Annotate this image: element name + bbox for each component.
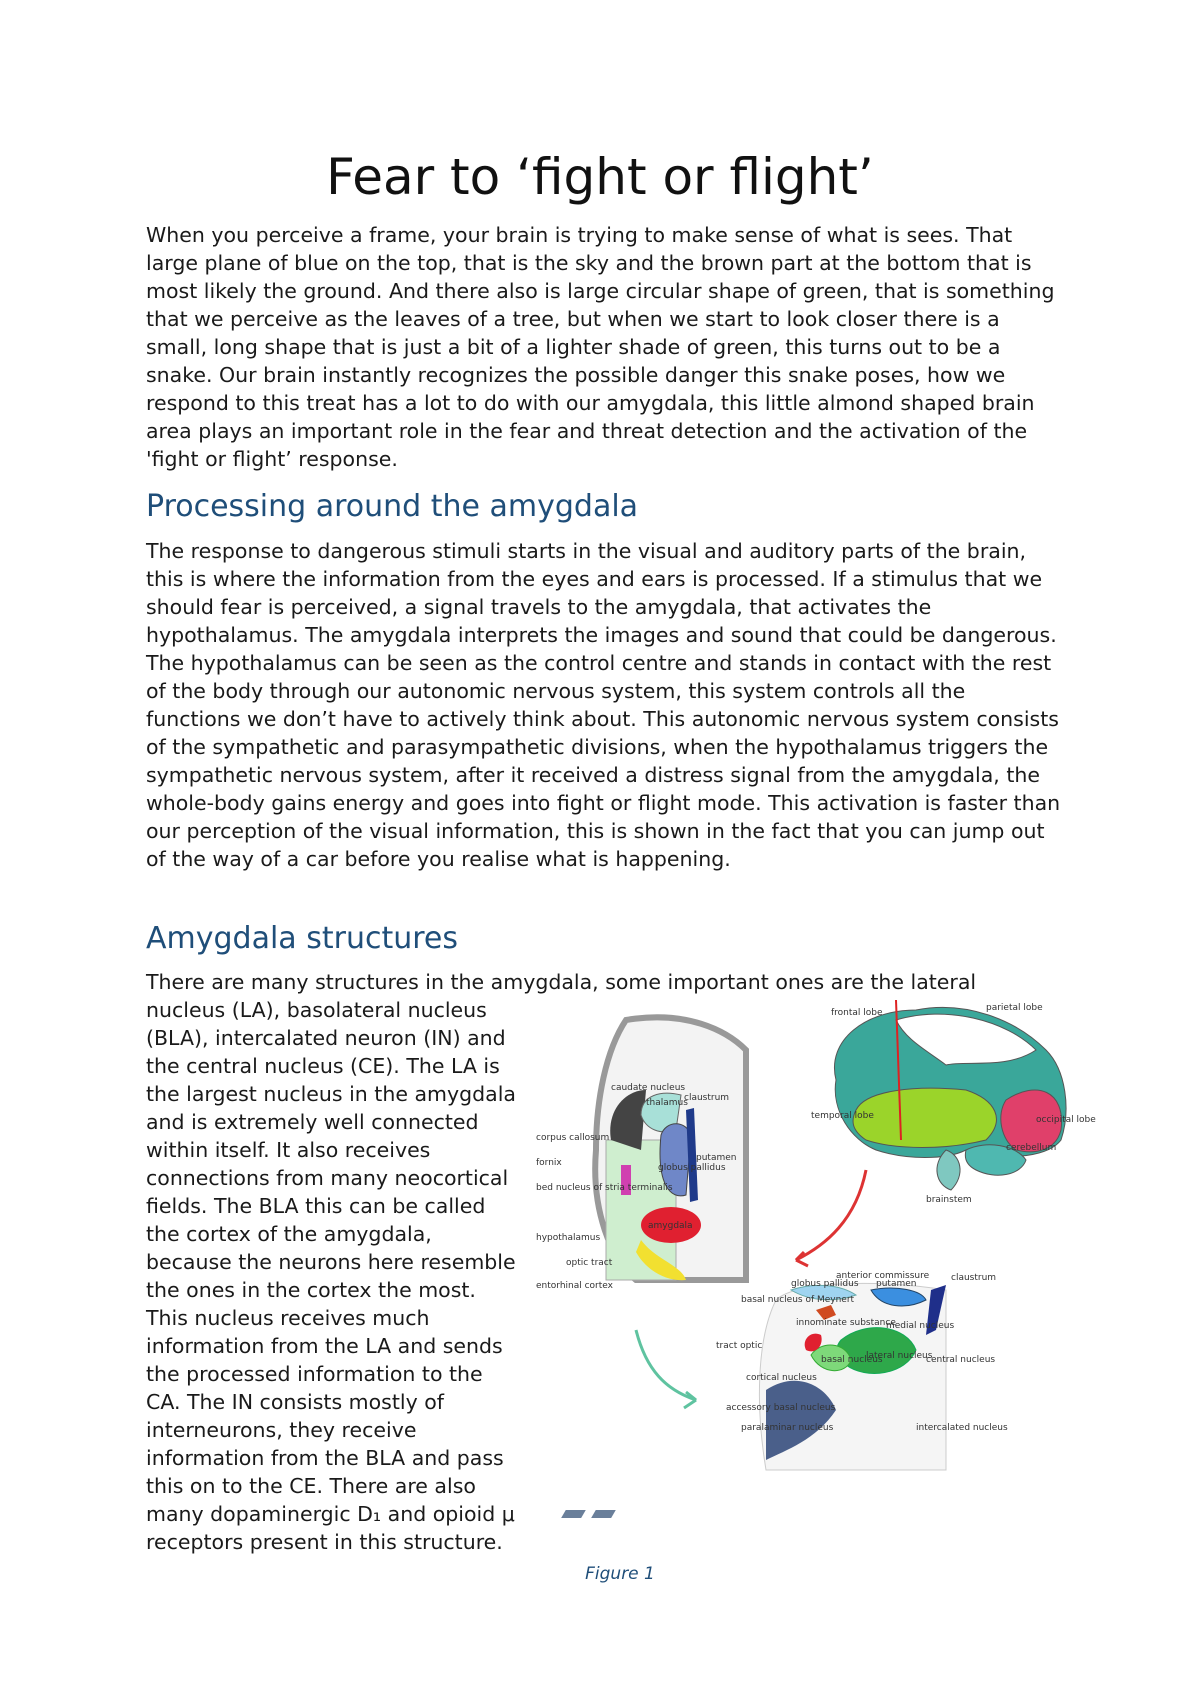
- structures-line: within itself. It also receives: [146, 1138, 431, 1162]
- structures-line: interneurons, they receive: [146, 1418, 417, 1442]
- label-innominate: innominate substance: [796, 1318, 896, 1328]
- label-fornix: fornix: [536, 1158, 562, 1168]
- label-thalamus: thalamus: [646, 1098, 688, 1108]
- label-globus-pallidus-coronal: globus pallidus: [658, 1163, 726, 1173]
- structures-paragraph: [146, 996, 566, 1556]
- label-tract-optic: tract optic: [716, 1341, 763, 1351]
- section-heading-structures: Amygdala structures: [146, 921, 458, 956]
- structures-lead-line: There are many structures in the amygdala, some important ones are the lateral: [146, 970, 977, 994]
- intro-paragraph: When you perceive a frame, your brain is trying to make sense of what is sees. That large plane of blue on the top, that is the sky and the brown part at the bottom that is most likely the ground. And there also is large circular shape of green, that is something that we perceive as the leaves of a tree, but when we start to look closer there is a small, long shape that is just a bit of a lighter shade of green, this turns out to be a snake. Our brain instantly recognizes the possible danger this snake poses, how we respond to this treat has a lot to do with our amygdala, this little almond shaped brain area plays an important role in the fear and threat detection and the activation of the 'fight or flight’ response.: [146, 223, 1055, 471]
- label-putamen-coronal: putamen: [696, 1153, 737, 1163]
- structures-line: nucleus (LA), basolateral nucleus: [146, 998, 487, 1022]
- document-title: Fear to ‘fight or flight’: [326, 148, 874, 206]
- label-cortical-nucleus: cortical nucleus: [746, 1373, 817, 1383]
- label-lateral-nucleus: lateral nucleus: [866, 1351, 933, 1361]
- label-occipital-lobe: occipital lobe: [1036, 1115, 1096, 1125]
- structures-line: this on to the CE. There are also: [146, 1474, 476, 1498]
- structures-line: many dopaminergic D₁ and opioid μ: [146, 1502, 515, 1526]
- label-frontal-lobe: frontal lobe: [831, 1008, 883, 1018]
- label-central-nucleus: central nucleus: [926, 1355, 996, 1365]
- label-globus-pallidus-detail: globus pallidus: [791, 1279, 859, 1289]
- structures-line: because the neurons here resemble: [146, 1250, 516, 1274]
- label-anterior-commissure: anterior commissure: [836, 1271, 930, 1281]
- label-putamen-detail: putamen: [876, 1279, 917, 1289]
- label-parietal-lobe: parietal lobe: [986, 1003, 1043, 1013]
- label-accessory-basal: accessory basal nucleus: [726, 1403, 836, 1413]
- figure-caption: Figure 1: [585, 1564, 655, 1584]
- structures-line: the processed information to the: [146, 1362, 483, 1386]
- structures-line: and is extremely well connected: [146, 1110, 479, 1134]
- structures-line: CA. The IN consists mostly of: [146, 1390, 444, 1414]
- label-optic-tract: optic tract: [566, 1258, 613, 1268]
- structures-line: the ones in the cortex the most.: [146, 1278, 476, 1302]
- label-temporal-lobe: temporal lobe: [811, 1111, 874, 1121]
- red-arrow-icon: [796, 1170, 866, 1266]
- structures-line: fields. The BLA this can be called: [146, 1194, 486, 1218]
- label-medial-nucleus: medial nucleus: [886, 1321, 955, 1331]
- label-claustrum: claustrum: [684, 1093, 730, 1103]
- structures-line: information from the BLA and pass: [146, 1446, 504, 1470]
- label-bed-nucleus: bed nucleus of stria terminalis: [536, 1183, 673, 1193]
- label-intercalated: intercalated nucleus: [916, 1423, 1008, 1433]
- structures-line: the largest nucleus in the amygdala: [146, 1082, 516, 1106]
- structures-line: (BLA), intercalated neuron (IN) and: [146, 1026, 506, 1050]
- label-cerebellum: cerebellum: [1006, 1143, 1057, 1153]
- label-caudate-nucleus: caudate nucleus: [611, 1083, 686, 1093]
- structures-line: the central nucleus (CE). The LA is: [146, 1054, 500, 1078]
- label-amygdala: amygdala: [648, 1221, 693, 1231]
- amygdala-detail-diagram: [561, 1271, 1008, 1518]
- label-corpus-callosum: corpus callosum: [536, 1133, 610, 1143]
- processing-paragraph: The response to dangerous stimuli starts in the visual and auditory parts of the brain, this is where the information from the eyes and ears is processed. If a stimulus that we should fear is perceived, a signal travels to the amygdala, that activates the hypothalamus. The amygdala interprets the images and sound that could be dangerous. The hypothalamus can be seen as the control centre and stands in contact with the rest of the body through our autonomic nervous system, this system controls all the functions we don’t have to actively think about. This autonomic nervous system consists of the sympathetic and parasympathetic divisions, when the hypothalamus triggers the sympathetic nervous system, after it received a distress signal from the amygdala, the whole-body gains energy and goes into fight or flight mode. This activation is faster than our perception of the visual information, this is shown in the fact that you can jump out of the way of a car before you realise what is happening.: [146, 539, 1061, 871]
- structures-line: connections from many neocortical: [146, 1166, 509, 1190]
- green-arrow-icon: [636, 1330, 696, 1408]
- section-heading-processing: Processing around the amygdala: [146, 489, 639, 524]
- label-hypothalamus: hypothalamus: [536, 1233, 601, 1243]
- coronal-section-diagram: [536, 1017, 746, 1291]
- label-entorhinal-cortex: entorhinal cortex: [536, 1281, 613, 1291]
- label-brainstem: brainstem: [926, 1195, 972, 1205]
- structures-line: receptors present in this structure.: [146, 1530, 503, 1554]
- label-paralaminar: paralaminar nucleus: [741, 1423, 834, 1433]
- structures-line: This nucleus receives much: [146, 1306, 430, 1330]
- label-claustrum-detail: claustrum: [951, 1273, 997, 1283]
- label-meynert: basal nucleus of Meynert: [741, 1295, 855, 1305]
- label-basal-nucleus: basal nucleus: [821, 1355, 883, 1365]
- amygdala-figure: [536, 990, 1096, 1610]
- structures-line: information from the LA and sends: [146, 1334, 503, 1358]
- lateral-brain-diagram: [811, 1000, 1096, 1205]
- structures-line: the cortex of the amygdala,: [146, 1222, 432, 1246]
